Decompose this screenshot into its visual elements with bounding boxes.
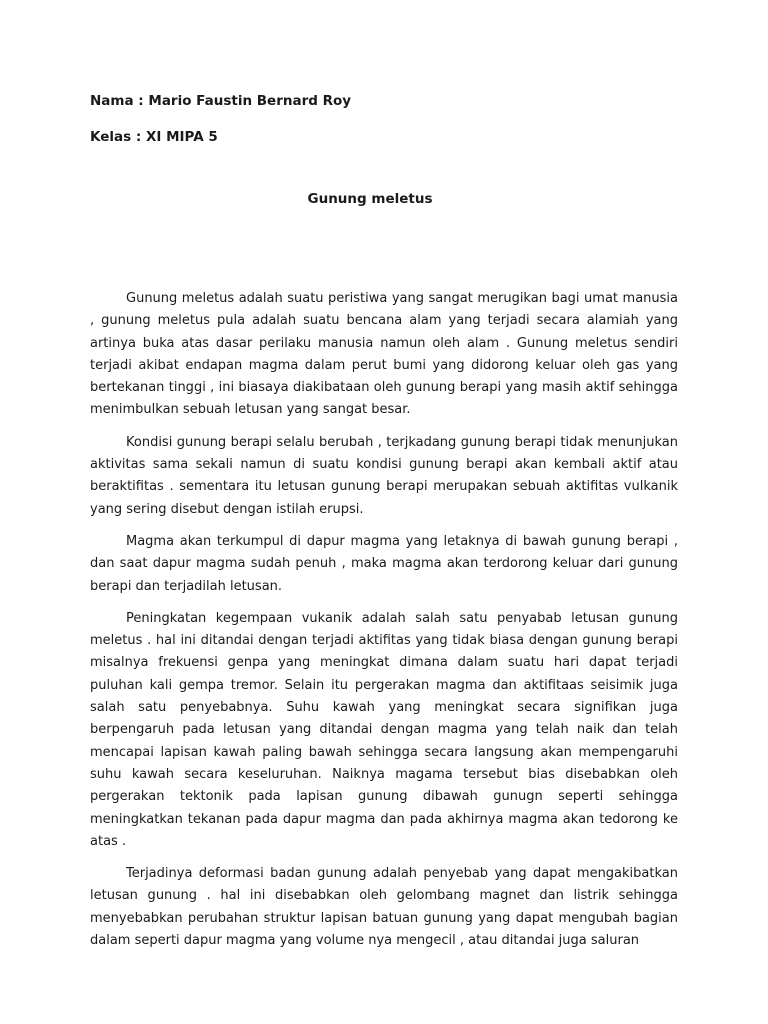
document-body (90, 288, 678, 1024)
paragraph: Magma akan terkumpul di dapur magma yang letaknya di bawah gunung berapi , dan saat dapur magma sudah penuh , maka magma akan terdorong keluar dari gunung berapi dan terjadilah letusan. (90, 533, 678, 594)
paragraph: Terjadinya deformasi badan gunung adalah penyebab yang dapat mengakibatkan letusan gunung . hal ini disebabkan oleh gelombang magnet dan listrik sehingga menyebabkan perubahan struktur lapisan batuan gunung yang dapat mengubah bagian dalam seperti dapur magma yang volume nya mengecil , atau ditandai juga saluran (90, 866, 678, 949)
student-class: Kelas : XI MIPA 5 (90, 129, 218, 145)
paragraph: Kondisi gunung berapi selalu berubah , terjkadang gunung berapi tidak menunjukan aktivitas sama sekali namun di suatu kondisi gunung berapi akan kembali aktif atau beraktifitas . sementara itu letusan gunung berapi merupakan sebuah aktifitas vulkanik yang sering disebut dengan istilah erupsi. (90, 434, 678, 517)
paragraph: Gunung meletus adalah suatu peristiwa yang sangat merugikan bagi umat manusia , gunung meletus pula adalah suatu bencana alam yang terjadi secara alamiah yang artinya buka atas dasar perilaku manusia namun oleh alam . Gunung meletus sendiri terjadi akibat endapan magma dalam perut bumi yang didorong keluar oleh gas yang bertekanan tinggi , ini biasaya diakibataan oleh gunung berapi yang masih aktif sehingga menimbulkan sebuah letusan yang sangat besar. (90, 291, 678, 418)
document-title: Gunung meletus (307, 191, 433, 207)
student-name: Nama : Mario Faustin Bernard Roy (90, 93, 352, 109)
paragraph: Peningkatan kegempaan vukanik adalah salah satu penyabab letusan gunung meletus . hal ini ditandai dengan terjadi aktifitas yang tidak biasa dengan gunung berapi misalnya frekuensi genpa yang meningkat dimana dalam suatu hari dapat terjadi puluhan kali gempa tremor. Selain itu pergerakan magma dan aktifitaas seisimik juga salah satu penyebabnya. Suhu kawah yang meningkat secara signifikan juga berpengaruh pada letusan yang ditandai dengan magma yang telah naik dan telah mencapai lapisan kawah paling bawah sehingga secara langsung akan mempengaruhi suhu kawah secara keseluruhan. Naiknya magama tersebut bias disebabkan oleh pergerakan tektonik pada lapisan gunung dibawah gunugn seperti sehingga meningkatkan tekanan pada dapur magma dan pada akhirnya magma akan tedorong ke atas . (90, 610, 678, 849)
